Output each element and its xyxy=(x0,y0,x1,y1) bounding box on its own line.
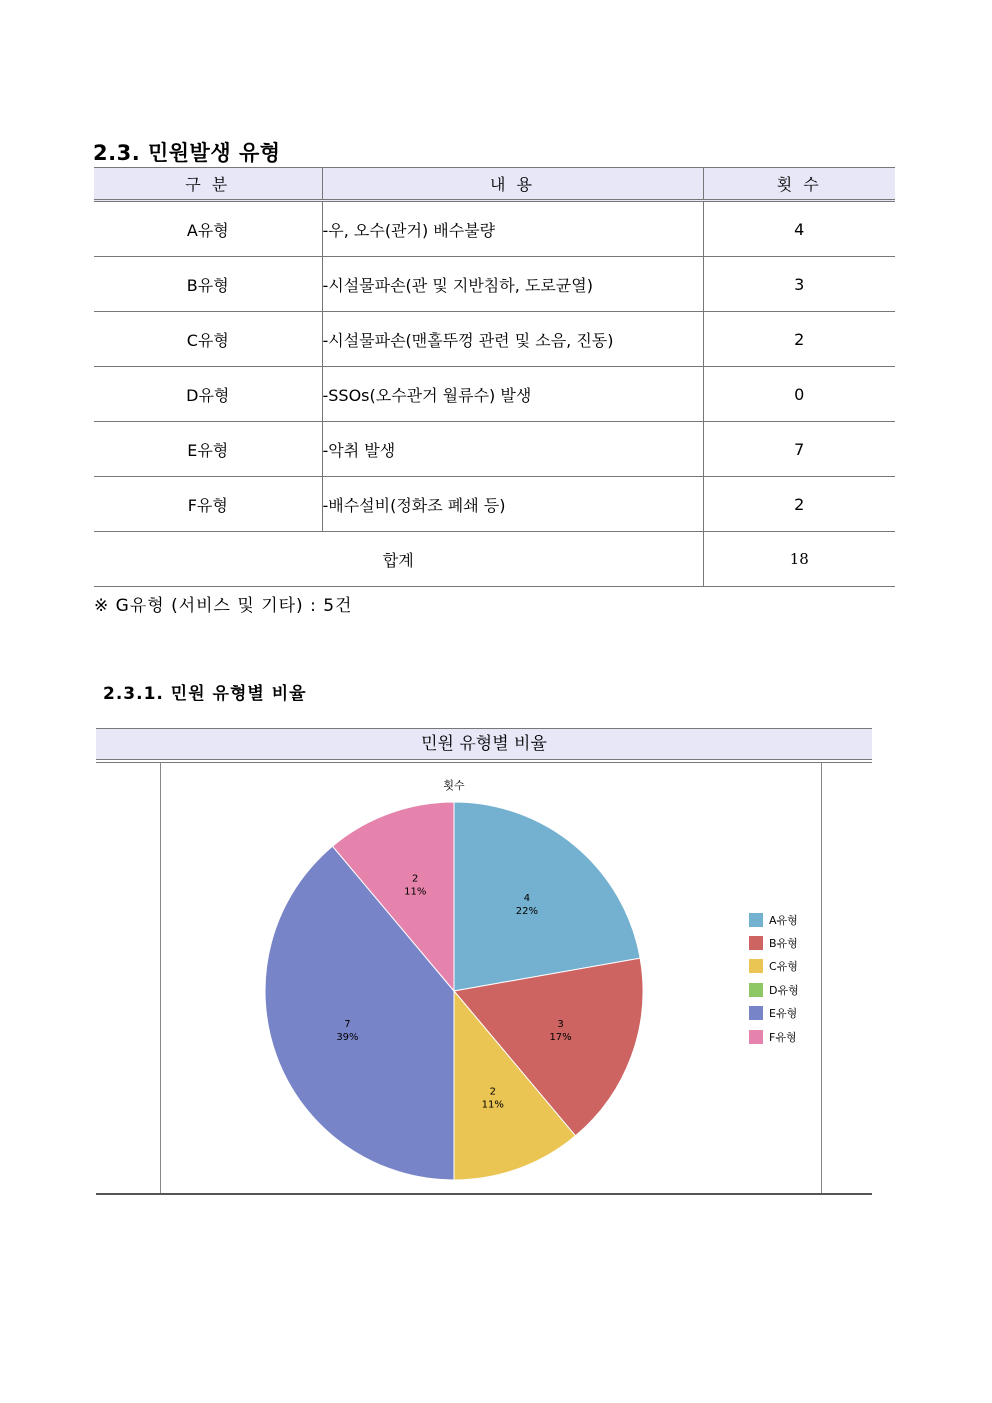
pie-chart xyxy=(161,762,821,1193)
legend-item xyxy=(749,908,799,931)
section-title: 2.3. 민원발생 유형 xyxy=(93,141,281,165)
data-label-value: 3 xyxy=(557,1018,564,1030)
row-type: A유형 xyxy=(94,201,322,257)
row-type: F유형 xyxy=(94,477,322,532)
row-count: 3 xyxy=(703,257,895,312)
table-total-row xyxy=(94,532,895,587)
subsection-title: 2.3.1. 민원 유형별 비율 xyxy=(103,684,307,704)
table-row xyxy=(94,257,895,312)
data-label-value: 4 xyxy=(523,893,531,905)
legend-swatch xyxy=(749,1006,763,1020)
row-count: 0 xyxy=(703,367,895,422)
legend-item xyxy=(749,1002,799,1025)
row-description: -SSOs(오수관거 월류수) 발생 xyxy=(322,367,703,422)
legend-swatch xyxy=(749,1030,763,1044)
chart-header: 민원 유형별 비율 xyxy=(96,728,872,760)
data-label-percent: 22% xyxy=(515,906,539,918)
legend-label: F유형 xyxy=(769,1030,797,1044)
row-description: -배수설비(정화조 폐쇄 등) xyxy=(322,477,703,532)
header-content: 내 용 xyxy=(322,168,703,201)
legend-swatch xyxy=(749,959,763,973)
row-type: C유형 xyxy=(94,312,322,367)
legend-item xyxy=(749,1025,799,1048)
legend-label: B유형 xyxy=(769,937,798,951)
data-label-percent: 11% xyxy=(404,886,427,898)
legend-label: D유형 xyxy=(769,983,799,997)
data-label-value: 2 xyxy=(489,1086,496,1098)
row-description: -시설물파손(맨홀뚜껑 관련 및 소음, 진동) xyxy=(322,312,703,367)
row-count: 2 xyxy=(703,312,895,367)
data-label-percent: 11% xyxy=(481,1099,504,1111)
row-type: B유형 xyxy=(94,257,322,312)
total-label: 합계 xyxy=(94,532,703,587)
header-category: 구 분 xyxy=(94,168,322,201)
legend-swatch xyxy=(749,936,763,950)
table-row xyxy=(94,422,895,477)
legend-item xyxy=(749,931,799,954)
row-description: -시설물파손(관 및 지반침하, 도로균열) xyxy=(322,257,703,312)
legend-swatch xyxy=(749,983,763,997)
legend-label: E유형 xyxy=(769,1007,798,1021)
chart-legend xyxy=(749,908,799,1048)
data-label-percent: 39% xyxy=(336,1031,359,1043)
data-label-value: 7 xyxy=(344,1018,351,1030)
table-row xyxy=(94,477,895,532)
chart-frame xyxy=(160,762,822,1193)
legend-item xyxy=(749,978,799,1001)
total-value: 18 xyxy=(703,532,895,587)
header-count: 횟 수 xyxy=(703,168,895,201)
footnote: ※ G유형 (서비스 및 기타) : 5건 xyxy=(94,596,353,616)
pie-slices xyxy=(265,802,643,1180)
row-count: 2 xyxy=(703,477,895,532)
table-row xyxy=(94,367,895,422)
legend-label: A유형 xyxy=(769,913,798,927)
row-count: 4 xyxy=(703,201,895,257)
row-type: D유형 xyxy=(94,367,322,422)
table-header-row xyxy=(94,168,895,201)
chart-title: 횟수 xyxy=(443,779,465,792)
row-type: E유형 xyxy=(94,422,322,477)
legend-item xyxy=(749,955,799,978)
complaint-type-table xyxy=(94,167,895,587)
chart-bottom-rule xyxy=(96,1193,872,1195)
data-label-percent: 17% xyxy=(549,1031,572,1043)
legend-label: C유형 xyxy=(769,960,798,974)
row-description: -우, 오수(관거) 배수불량 xyxy=(322,201,703,257)
legend-swatch xyxy=(749,913,763,927)
table-row xyxy=(94,201,895,257)
row-count: 7 xyxy=(703,422,895,477)
row-description: -악취 발생 xyxy=(322,422,703,477)
data-label-value: 2 xyxy=(412,873,419,885)
table-row xyxy=(94,312,895,367)
